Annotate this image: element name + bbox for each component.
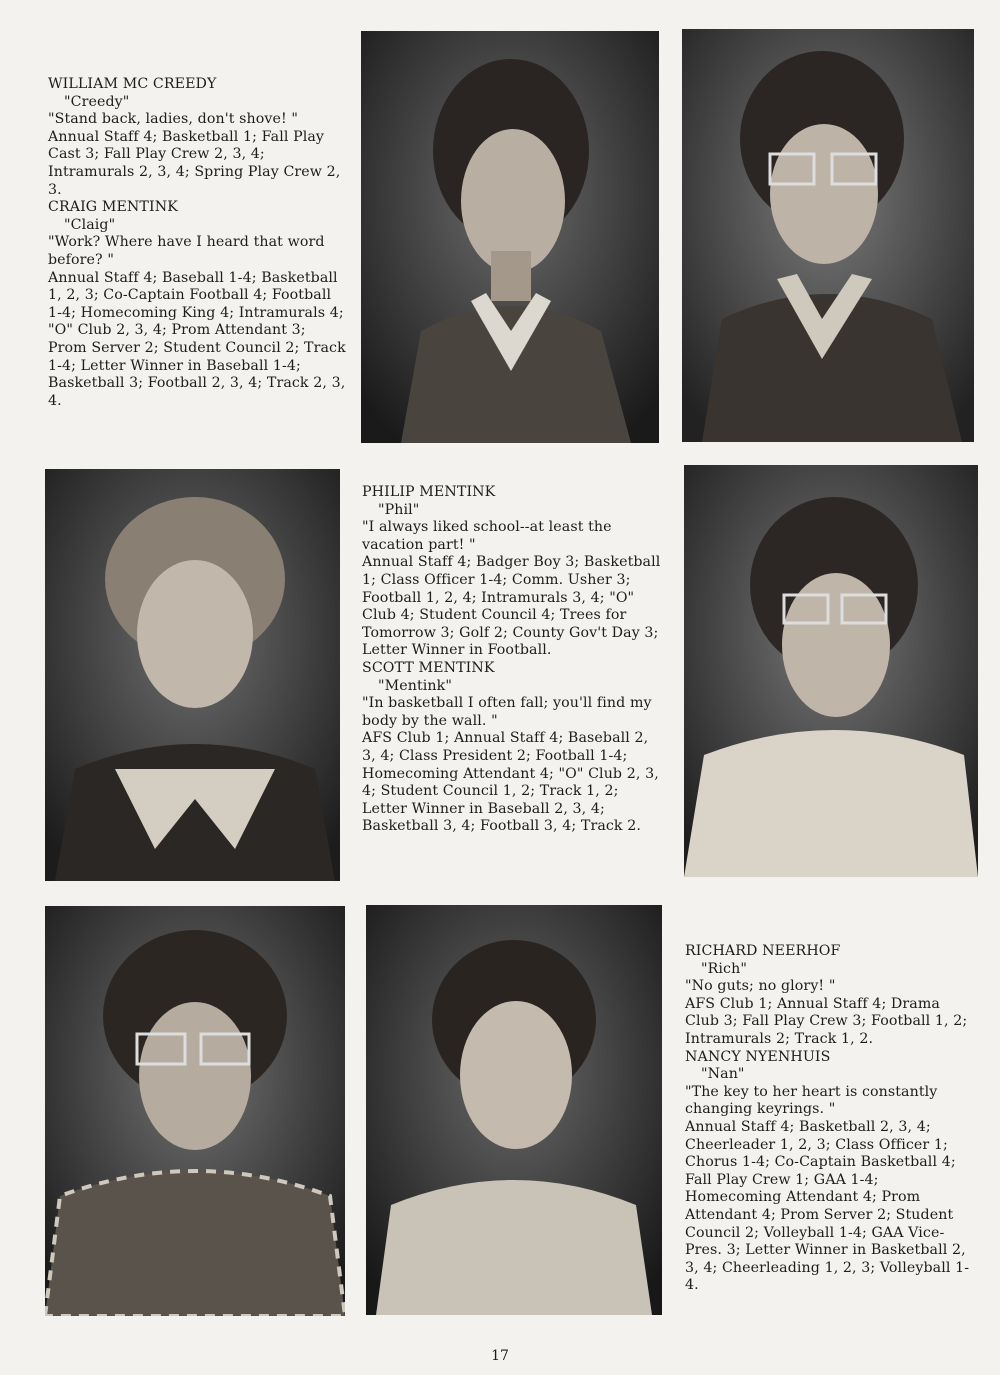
portrait-photo xyxy=(366,905,662,1315)
student-activities: AFS Club 1; Annual Staff 4; Baseball 2, 3, 4; Class President 2; Football 1-4; Homecoming Attendant 4; "O" Club 2, 3, 4; Student Council 1, 2; Track 1, 2; Letter Winner in Baseball 2, 3, 4; Basketball 3, 4; Football 3, 4; Track 2. xyxy=(362,730,659,835)
bio-block-top-left xyxy=(48,76,348,410)
student-quote: "Stand back, ladies, don't shove! " xyxy=(48,111,299,128)
student-name: SCOTT MENTINK xyxy=(362,659,495,676)
student-quote: "In basketball I often fall; you'll find my body by the wall. " xyxy=(362,695,652,729)
portrait-photo xyxy=(45,469,340,881)
student-activities: Annual Staff 4; Basketball 1; Fall Play Cast 3; Fall Play Crew 2, 3, 4; Intramurals 2, 3, 4; Spring Play Crew 2, 3. xyxy=(48,128,341,198)
student-quote: "I always liked school--at least the vacation part! " xyxy=(362,519,612,553)
student-nickname: "Mentink" xyxy=(378,677,452,694)
student-name: RICHARD NEERHOF xyxy=(685,943,841,959)
student-activities: Annual Staff 4; Basketball 2, 3, 4; Cheerleader 1, 2, 3; Class Officer 1; Chorus 1-4; Co-Captain Basketball 4; Fall Play Crew 1; GAA 1-4; Homecoming Attendant 4; Prom Attendant 4; Prom Server 2; Student Council 2; Volleyball 1-4; GAA Vice-Pres. 3; Letter Winner in Basketball 2, 3, 4; Cheerleading 1, 2, 3; Volleyball 1-4. xyxy=(685,1118,970,1294)
student-nickname: "Nan" xyxy=(701,1066,745,1083)
student-name: NANCY NYENHUIS xyxy=(685,1048,831,1065)
student-nickname: "Creedy" xyxy=(64,93,130,110)
student-activities: Annual Staff 4; Badger Boy 3; Basketball 1; Class Officer 1-4; Comm. Usher 3; Football 1, 2, 4; Intramurals 3, 4; "O" Club 4; Student Council 4; Trees for Tomorrow 3; Golf 2; County Gov't Day 3; Letter Winner in Football. xyxy=(362,554,661,659)
portrait-photo xyxy=(682,29,974,442)
portrait-photo xyxy=(45,906,345,1316)
bio-block-middle xyxy=(362,484,662,836)
student-name: WILLIAM MC CREEDY xyxy=(48,76,217,92)
student-nickname: "Claig" xyxy=(64,216,116,233)
student-quote: "The key to her heart is constantly changing keyrings. " xyxy=(685,1083,938,1118)
student-quote: "No guts; no glory! " xyxy=(685,978,836,995)
student-activities: Annual Staff 4; Baseball 1-4; Basketball 1, 2, 3; Co-Captain Football 4; Football 1-4; Homecoming King 4; Intramurals 4; "O" Club 2, 3, 4; Prom Attendant 3; Prom Server 2; Student Council 2; Track 1-4; Letter Winner in Baseball 1-4; Basketball 3; Football 2, 3, 4; Track 2, 3, 4. xyxy=(48,269,346,409)
portrait-photo xyxy=(361,31,659,443)
bio-block-bottom-right xyxy=(685,943,977,1295)
student-activities: AFS Club 1; Annual Staff 4; Drama Club 3; Fall Play Crew 3; Football 1, 2; Intramurals 2; Track 1, 2. xyxy=(685,995,968,1047)
student-quote: "Work? Where have I heard that word before? " xyxy=(48,234,325,268)
page-number: 17 xyxy=(491,1348,509,1364)
portrait-photo xyxy=(684,465,978,877)
student-nickname: "Rich" xyxy=(701,960,747,977)
student-nickname: "Phil" xyxy=(378,501,420,518)
student-name: PHILIP MENTINK xyxy=(362,484,496,500)
student-name: CRAIG MENTINK xyxy=(48,199,178,216)
